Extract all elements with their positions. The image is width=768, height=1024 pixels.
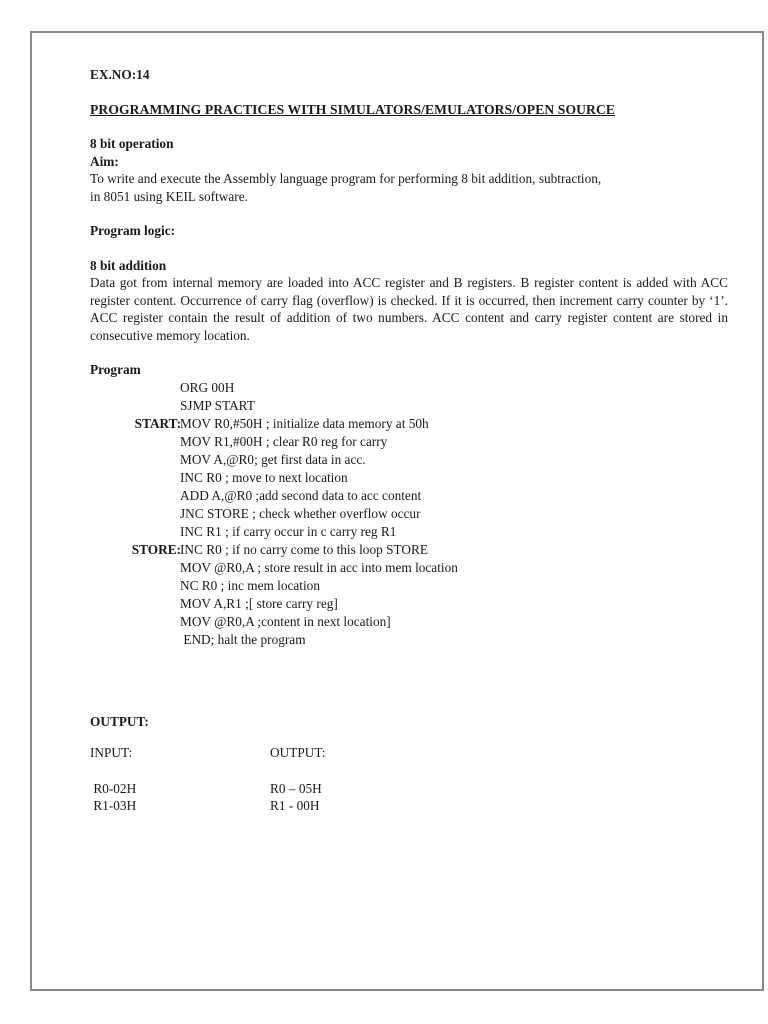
code-line xyxy=(90,595,728,613)
code-listing xyxy=(90,379,728,649)
code-line xyxy=(90,505,728,523)
code-line xyxy=(90,415,728,433)
aim-text-line-1: To write and execute the Assembly language program for performing 8 bit addition, subtraction, xyxy=(90,171,602,186)
page-title: PROGRAMMING PRACTICES WITH SIMULATORS/EMULATORS/OPEN SOURCE xyxy=(90,101,616,117)
code-text: ADD A,@R0 ;add second data to acc content xyxy=(180,487,422,503)
code-text: INC R0 ; move to next location xyxy=(180,469,348,485)
code-line xyxy=(90,541,728,559)
output-row: R1 - 00H xyxy=(270,798,320,813)
code-line xyxy=(90,451,728,469)
input-column xyxy=(90,744,136,815)
program-logic-label: Program logic: xyxy=(90,223,176,238)
section-heading: 8 bit operation xyxy=(90,136,174,151)
output-label: OUTPUT: xyxy=(90,713,149,729)
input-row: R1-03H xyxy=(90,798,137,813)
code-line xyxy=(90,433,728,451)
output-column xyxy=(270,744,325,815)
code-text: INC R1 ; if carry occur in c carry reg R1 xyxy=(180,523,397,539)
aim-text-line-2: in 8051 using KEIL software. xyxy=(90,188,248,204)
code-line xyxy=(90,613,728,631)
code-text: MOV @R0,A ; store result in acc into mem location xyxy=(180,559,458,575)
code-text: NC R0 ; inc mem location xyxy=(180,577,320,593)
output-row: R0 – 05H xyxy=(270,780,322,796)
document-content xyxy=(90,66,728,814)
code-text: MOV @R0,A ;content in next location] xyxy=(180,613,391,629)
code-line xyxy=(90,559,728,577)
code-label: STORE: xyxy=(131,541,181,557)
code-text: MOV A,@R0; get first data in acc. xyxy=(180,451,366,467)
addition-heading: 8 bit addition xyxy=(90,257,167,273)
code-text: JNC STORE ; check whether overflow occur xyxy=(180,505,421,521)
code-text: END; halt the program xyxy=(180,631,306,647)
code-text: MOV R0,#50H ; initialize data memory at 50h xyxy=(180,415,429,431)
code-label: START: xyxy=(134,415,181,431)
output-header: OUTPUT: xyxy=(270,745,326,760)
exercise-number: EX.NO:14 xyxy=(90,67,150,82)
code-line xyxy=(90,379,728,397)
code-text: MOV R1,#00H ; clear R0 reg for carry xyxy=(180,433,388,449)
code-line xyxy=(90,577,728,595)
input-header: INPUT: xyxy=(90,745,133,760)
program-label: Program xyxy=(90,362,141,377)
aim-label: Aim: xyxy=(90,153,119,169)
code-line xyxy=(90,487,728,505)
io-table xyxy=(90,744,728,814)
code-text: SJMP START xyxy=(180,397,255,413)
code-line xyxy=(90,469,728,487)
addition-description: Data got from internal memory are loaded into ACC register and B registers. B register content is added with ACC register content. Occurrence of carry flag (overflow) is checked. If it is occurred, then increment carry counter by ‘1’. ACC register contain the result of addition of two numbers. ACC content and carry register content are stored in consecutive memory location. xyxy=(90,275,728,343)
code-line xyxy=(90,397,728,415)
code-text: ORG 00H xyxy=(180,379,235,395)
code-line xyxy=(90,631,728,649)
code-text: INC R0 ; if no carry come to this loop STORE xyxy=(180,541,428,557)
code-line xyxy=(90,523,728,541)
code-text: MOV A,R1 ;[ store carry reg] xyxy=(180,595,338,611)
input-row: R0-02H xyxy=(90,780,137,796)
